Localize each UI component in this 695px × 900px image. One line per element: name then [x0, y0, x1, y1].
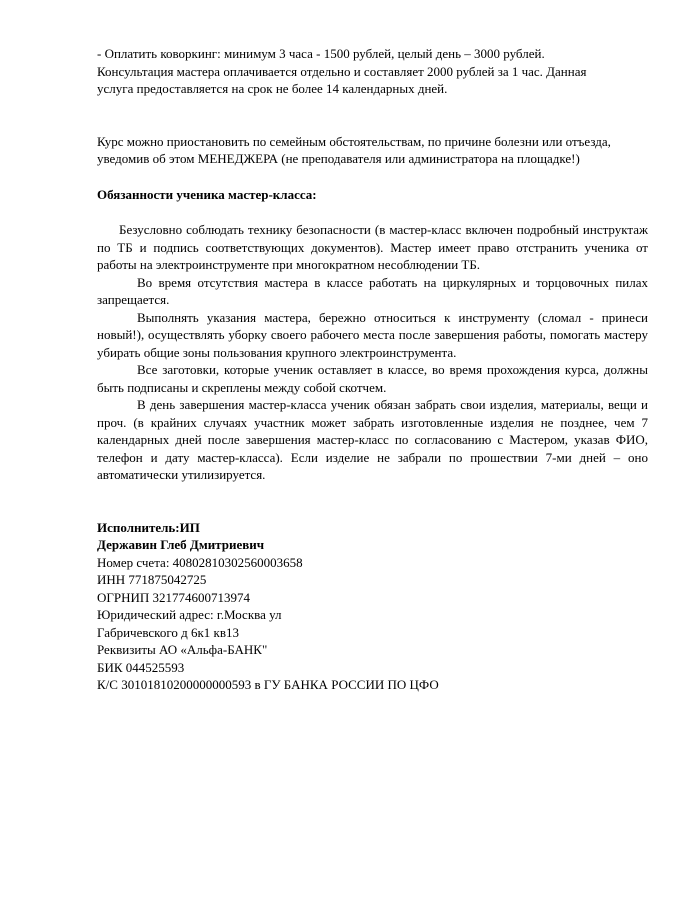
spacer: [97, 203, 648, 221]
pause-line-2: уведомив об этом МЕНЕДЖЕРА (не преподавателя или администратора на площадке!): [97, 151, 580, 166]
coworking-payment-block: [97, 45, 648, 98]
pause-block: [97, 133, 648, 168]
spacer: [97, 98, 648, 133]
duty-paragraph-blanks: Все заготовки, которые ученик оставляет в классе, во время прохождения курса, должны быть подписаны и скреплены между собой скотчем.: [97, 362, 648, 395]
duties-heading: Обязанности ученика мастер-класса:: [97, 186, 317, 202]
duty-paragraph-pickup: В день завершения мастер-класса ученик обязан забрать свои изделия, материалы, вещи и проч. (в крайних случаях участник может забрать изготовленные изделия не позднее, чем 7 календарных дней после завершения мастер-класс по согласованию с Мастером, указав ФИО, телефон и дату мастер-класса). Если изделие не забрали по прошествии 7-ми дней – оно автоматически утилизируется.: [97, 397, 648, 482]
spacer: [97, 484, 648, 519]
executor-label: Исполнитель:ИП: [97, 519, 200, 535]
legal-address-line-2: Габричевского д 6к1 кв13: [97, 624, 239, 640]
executor-name: Державин Глеб Дмитриевич: [97, 537, 265, 552]
requisites-block: [97, 519, 648, 694]
ogrnip-number: ОГРНИП 321774600713974: [97, 589, 251, 605]
duty-paragraph-instructions: Выполнять указания мастера, бережно относиться к инструменту (сломал - принеси новый!), осуществлять уборку своего рабочего места после завершения работы, помогать мастеру убирать общие зоны пользования крупного электроинструмента.: [97, 309, 648, 360]
document-page: [97, 45, 648, 694]
coworking-line: - Оплатить коворкинг: минимум 3 часа - 1500 рублей, целый день – 3000 рублей.: [97, 46, 545, 61]
correspondent-account: К/С 30101810200000000593 в ГУ БАНКА РОССИИ ПО ЦФО: [97, 677, 439, 692]
inn-number: ИНН 771875042725: [97, 572, 207, 587]
service-term-line: услуга предоставляется на срок не более 14 календарных дней.: [97, 81, 448, 96]
legal-address-line-1: Юридический адрес: г.Москва ул: [97, 607, 282, 622]
duty-paragraph-saws: Во время отсутствия мастера в классе работать на циркулярных и торцовочных пилах запрещается.: [97, 274, 648, 307]
account-number: Номер счета: 40802810302560003658: [97, 554, 303, 570]
consultation-line: Консультация мастера оплачивается отдельно и составляет 2000 рублей за 1 час. Данная: [97, 63, 587, 79]
duties-list: [97, 221, 648, 484]
duty-paragraph-safety: Безусловно соблюдать технику безопасности (в мастер-класс включен подробный инструктаж по ТБ и подпись соответствующих документов). Мастер имеет право отстранить ученика от работы на электроинструменте при многократном несоблюдении ТБ.: [97, 222, 648, 272]
pause-line-1: Курс можно приостановить по семейным обстоятельствам, по причине болезни или отъезда,: [97, 133, 611, 149]
bank-requisites: Реквизиты АО «Альфа-БАНК": [97, 642, 268, 657]
spacer: [97, 168, 648, 186]
bik-number: БИК 044525593: [97, 659, 185, 675]
